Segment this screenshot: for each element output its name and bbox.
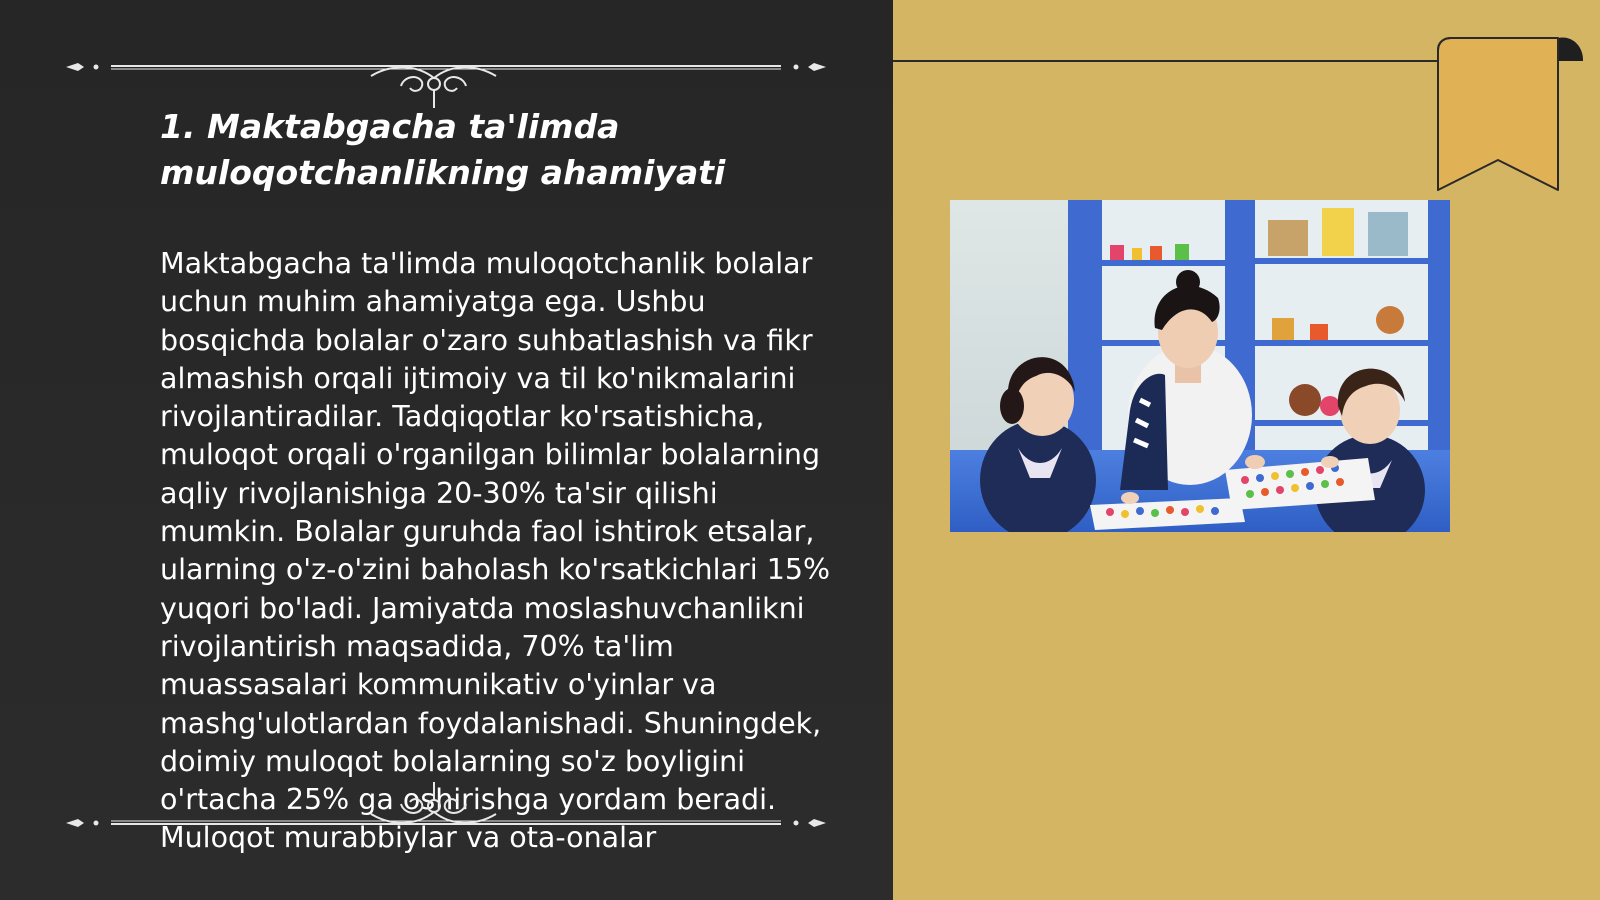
classroom-photo [950,200,1450,532]
decorative-divider-bottom [66,780,826,840]
decorative-rule [893,60,1438,62]
decorative-divider-top [66,50,826,110]
bookmark-ribbon-icon [1433,35,1583,200]
slide-title: 1. Maktabgacha ta'limda muloqotchanlikning ahamiyati [160,107,726,192]
teacher-children-image [950,200,1450,532]
slide-body-text: Maktabgacha ta'limda muloqotchanlik bolalar uchun muhim ahamiyatga ega. Ushbu bosqichda bolalar o'zaro suhbatlashish va fikr almashish orqali ijtimoiy va til ko'nikmalarini rivojlantiradilar. Tadqiqotlar ko'rsatishicha, muloqot orqali o'rganilgan bilimlar bolalarning aqliy rivojlanishiga 20-30% ta'sir qilishi mumkin. Bolalar guruhda faol ishtirok etsalar, ularning o'z-o'zini baholash ko'rsatkichlari 15% yuqori bo'ladi. Jamiyatda moslashuvchanlikni rivojlantirish maqsadida, 70% ta'lim muassasalari kommunikativ o'yinlar va mashg'ulotlardan foydalanishadi. Shuningdek, doimiy muloqot bolalarning so'z boyligini o'rtacha 25% ga oshirishga yordam beradi. Muloqot murabbiylar va ota-onalar [160,247,831,855]
right-image-panel [893,0,1600,900]
